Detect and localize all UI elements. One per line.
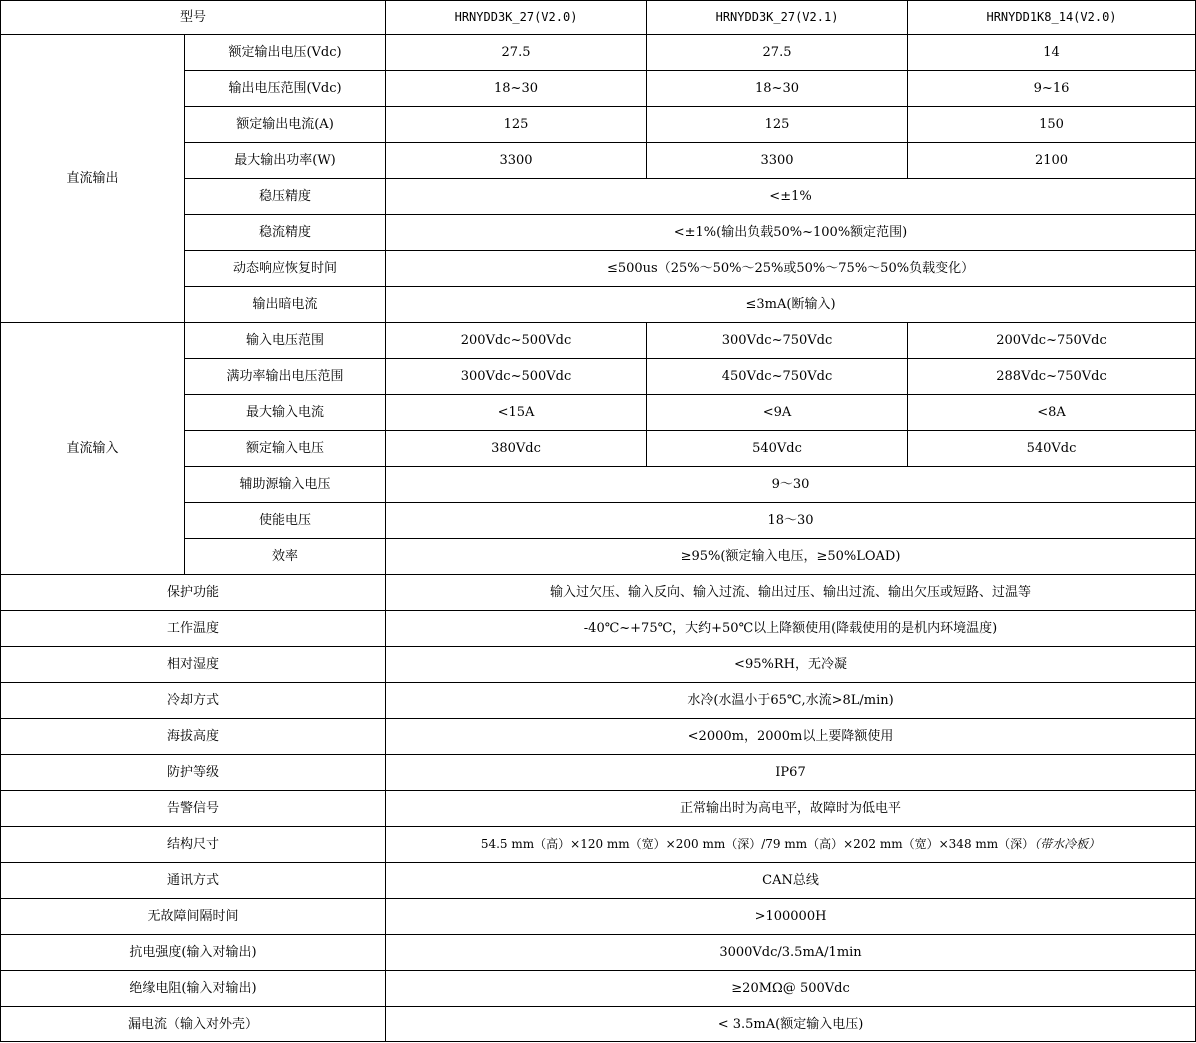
cell-value-ip-rating: IP67 xyxy=(386,755,1196,791)
table-row xyxy=(1,683,1196,719)
row-label: 效率 xyxy=(185,539,386,575)
cell-value-dimensions xyxy=(386,827,1196,863)
cell-value: 9~16 xyxy=(908,71,1196,107)
row-label-operating-temp: 工作温度 xyxy=(1,611,386,647)
table-row xyxy=(1,863,1196,899)
row-label-humidity: 相对湿度 xyxy=(1,647,386,683)
cell-value-altitude: <2000m，2000m以上要降额使用 xyxy=(386,719,1196,755)
table-row xyxy=(1,575,1196,611)
model-header-3: HRNYDD1K8_14(V2.0) xyxy=(908,1,1196,35)
table-row xyxy=(1,647,1196,683)
cell-value: 450Vdc~750Vdc xyxy=(647,359,908,395)
dimensions-text: 54.5 mm（高）×120 mm（宽）×200 mm（深）/79 mm（高）×202 mm（宽）×348 mm（深） xyxy=(480,837,1035,851)
cell-value: 125 xyxy=(647,107,908,143)
table-row xyxy=(1,791,1196,827)
cell-value-merged: <±1%(输出负载50%~100%额定范围) xyxy=(386,215,1196,251)
model-header-label: 型号 xyxy=(1,1,386,35)
row-label: 稳流精度 xyxy=(185,215,386,251)
cell-value-leakage-current: < 3.5mA(额定输入电压) xyxy=(386,1007,1196,1042)
cell-value: 18~30 xyxy=(647,71,908,107)
cell-value: 14 xyxy=(908,35,1196,71)
cell-value-insulation-resistance: ≥20MΩ@ 500Vdc xyxy=(386,971,1196,1007)
cell-value-protection: 输入过欠压、输入反向、输入过流、输出过压、输出过流、输出欠压或短路、过温等 xyxy=(386,575,1196,611)
cell-value-humidity: <95%RH，无冷凝 xyxy=(386,647,1196,683)
cell-value: 540Vdc xyxy=(647,431,908,467)
dimensions-note: （带水冷板） xyxy=(1034,837,1101,851)
table-row xyxy=(1,971,1196,1007)
row-label: 输出电压范围(Vdc) xyxy=(185,71,386,107)
row-label: 输入电压范围 xyxy=(185,323,386,359)
table-row xyxy=(1,323,1196,359)
row-label: 最大输入电流 xyxy=(185,395,386,431)
cell-value-merged: ≤3mA(断输入) xyxy=(386,287,1196,323)
cell-value-merged: 18～30 xyxy=(386,503,1196,539)
model-header-2: HRNYDD3K_27(V2.1) xyxy=(647,1,908,35)
cell-value: 2100 xyxy=(908,143,1196,179)
header-row xyxy=(1,1,1196,35)
row-label: 输出暗电流 xyxy=(185,287,386,323)
row-label-altitude: 海拔高度 xyxy=(1,719,386,755)
cell-value-operating-temp: -40℃~+75℃，大约+50℃以上降额使用(降载使用的是机内环境温度) xyxy=(386,611,1196,647)
table-row xyxy=(1,755,1196,791)
cell-value: 540Vdc xyxy=(908,431,1196,467)
row-label: 满功率输出电压范围 xyxy=(185,359,386,395)
row-label-dielectric-strength: 抗电强度(输入对输出) xyxy=(1,935,386,971)
cell-value: 300Vdc~750Vdc xyxy=(647,323,908,359)
cell-value: <8A xyxy=(908,395,1196,431)
cell-value-dielectric-strength: 3000Vdc/3.5mA/1min xyxy=(386,935,1196,971)
table-row xyxy=(1,827,1196,863)
row-label-alarm-signal: 告警信号 xyxy=(1,791,386,827)
row-label-mtbf: 无故障间隔时间 xyxy=(1,899,386,935)
table-row xyxy=(1,611,1196,647)
cell-value-merged: ≥95%(额定输入电压，≥50%LOAD) xyxy=(386,539,1196,575)
model-header-1: HRNYDD3K_27(V2.0) xyxy=(386,1,647,35)
group-label-dc-input: 直流输入 xyxy=(1,323,185,575)
table-row xyxy=(1,35,1196,71)
cell-value: 125 xyxy=(386,107,647,143)
cell-value: 300Vdc~500Vdc xyxy=(386,359,647,395)
row-label-insulation-resistance: 绝缘电阻(输入对输出) xyxy=(1,971,386,1007)
cell-value-cooling: 水冷(水温小于65℃,水流>8L/min) xyxy=(386,683,1196,719)
row-label-protection: 保护功能 xyxy=(1,575,386,611)
row-label-ip-rating: 防护等级 xyxy=(1,755,386,791)
cell-value: 18~30 xyxy=(386,71,647,107)
cell-value: 3300 xyxy=(386,143,647,179)
cell-value: 288Vdc~750Vdc xyxy=(908,359,1196,395)
table-row xyxy=(1,899,1196,935)
row-label-leakage-current: 漏电流（输入对外壳） xyxy=(1,1007,386,1042)
cell-value-merged: ≤500us（25%～50%～25%或50%～75%～50%负载变化） xyxy=(386,251,1196,287)
cell-value: 200Vdc~750Vdc xyxy=(908,323,1196,359)
cell-value-merged: 9～30 xyxy=(386,467,1196,503)
table-row xyxy=(1,1007,1196,1042)
cell-value-merged: <±1% xyxy=(386,179,1196,215)
row-label: 稳压精度 xyxy=(185,179,386,215)
group-label-dc-output: 直流输出 xyxy=(1,35,185,323)
row-label: 动态响应恢复时间 xyxy=(185,251,386,287)
row-label: 额定输出电流(A) xyxy=(185,107,386,143)
table-row xyxy=(1,719,1196,755)
row-label-cooling: 冷却方式 xyxy=(1,683,386,719)
row-label: 额定输入电压 xyxy=(185,431,386,467)
cell-value-communication: CAN总线 xyxy=(386,863,1196,899)
cell-value: 380Vdc xyxy=(386,431,647,467)
cell-value: 150 xyxy=(908,107,1196,143)
cell-value: 27.5 xyxy=(647,35,908,71)
row-label: 最大输出功率(W) xyxy=(185,143,386,179)
cell-value-mtbf: >100000H xyxy=(386,899,1196,935)
cell-value: 3300 xyxy=(647,143,908,179)
cell-value: 27.5 xyxy=(386,35,647,71)
cell-value: 200Vdc~500Vdc xyxy=(386,323,647,359)
row-label-communication: 通讯方式 xyxy=(1,863,386,899)
row-label: 额定输出电压(Vdc) xyxy=(185,35,386,71)
table-row xyxy=(1,935,1196,971)
cell-value: <15A xyxy=(386,395,647,431)
cell-value: <9A xyxy=(647,395,908,431)
row-label-dimensions: 结构尺寸 xyxy=(1,827,386,863)
row-label: 使能电压 xyxy=(185,503,386,539)
row-label: 辅助源输入电压 xyxy=(185,467,386,503)
cell-value-alarm-signal: 正常输出时为高电平，故障时为低电平 xyxy=(386,791,1196,827)
